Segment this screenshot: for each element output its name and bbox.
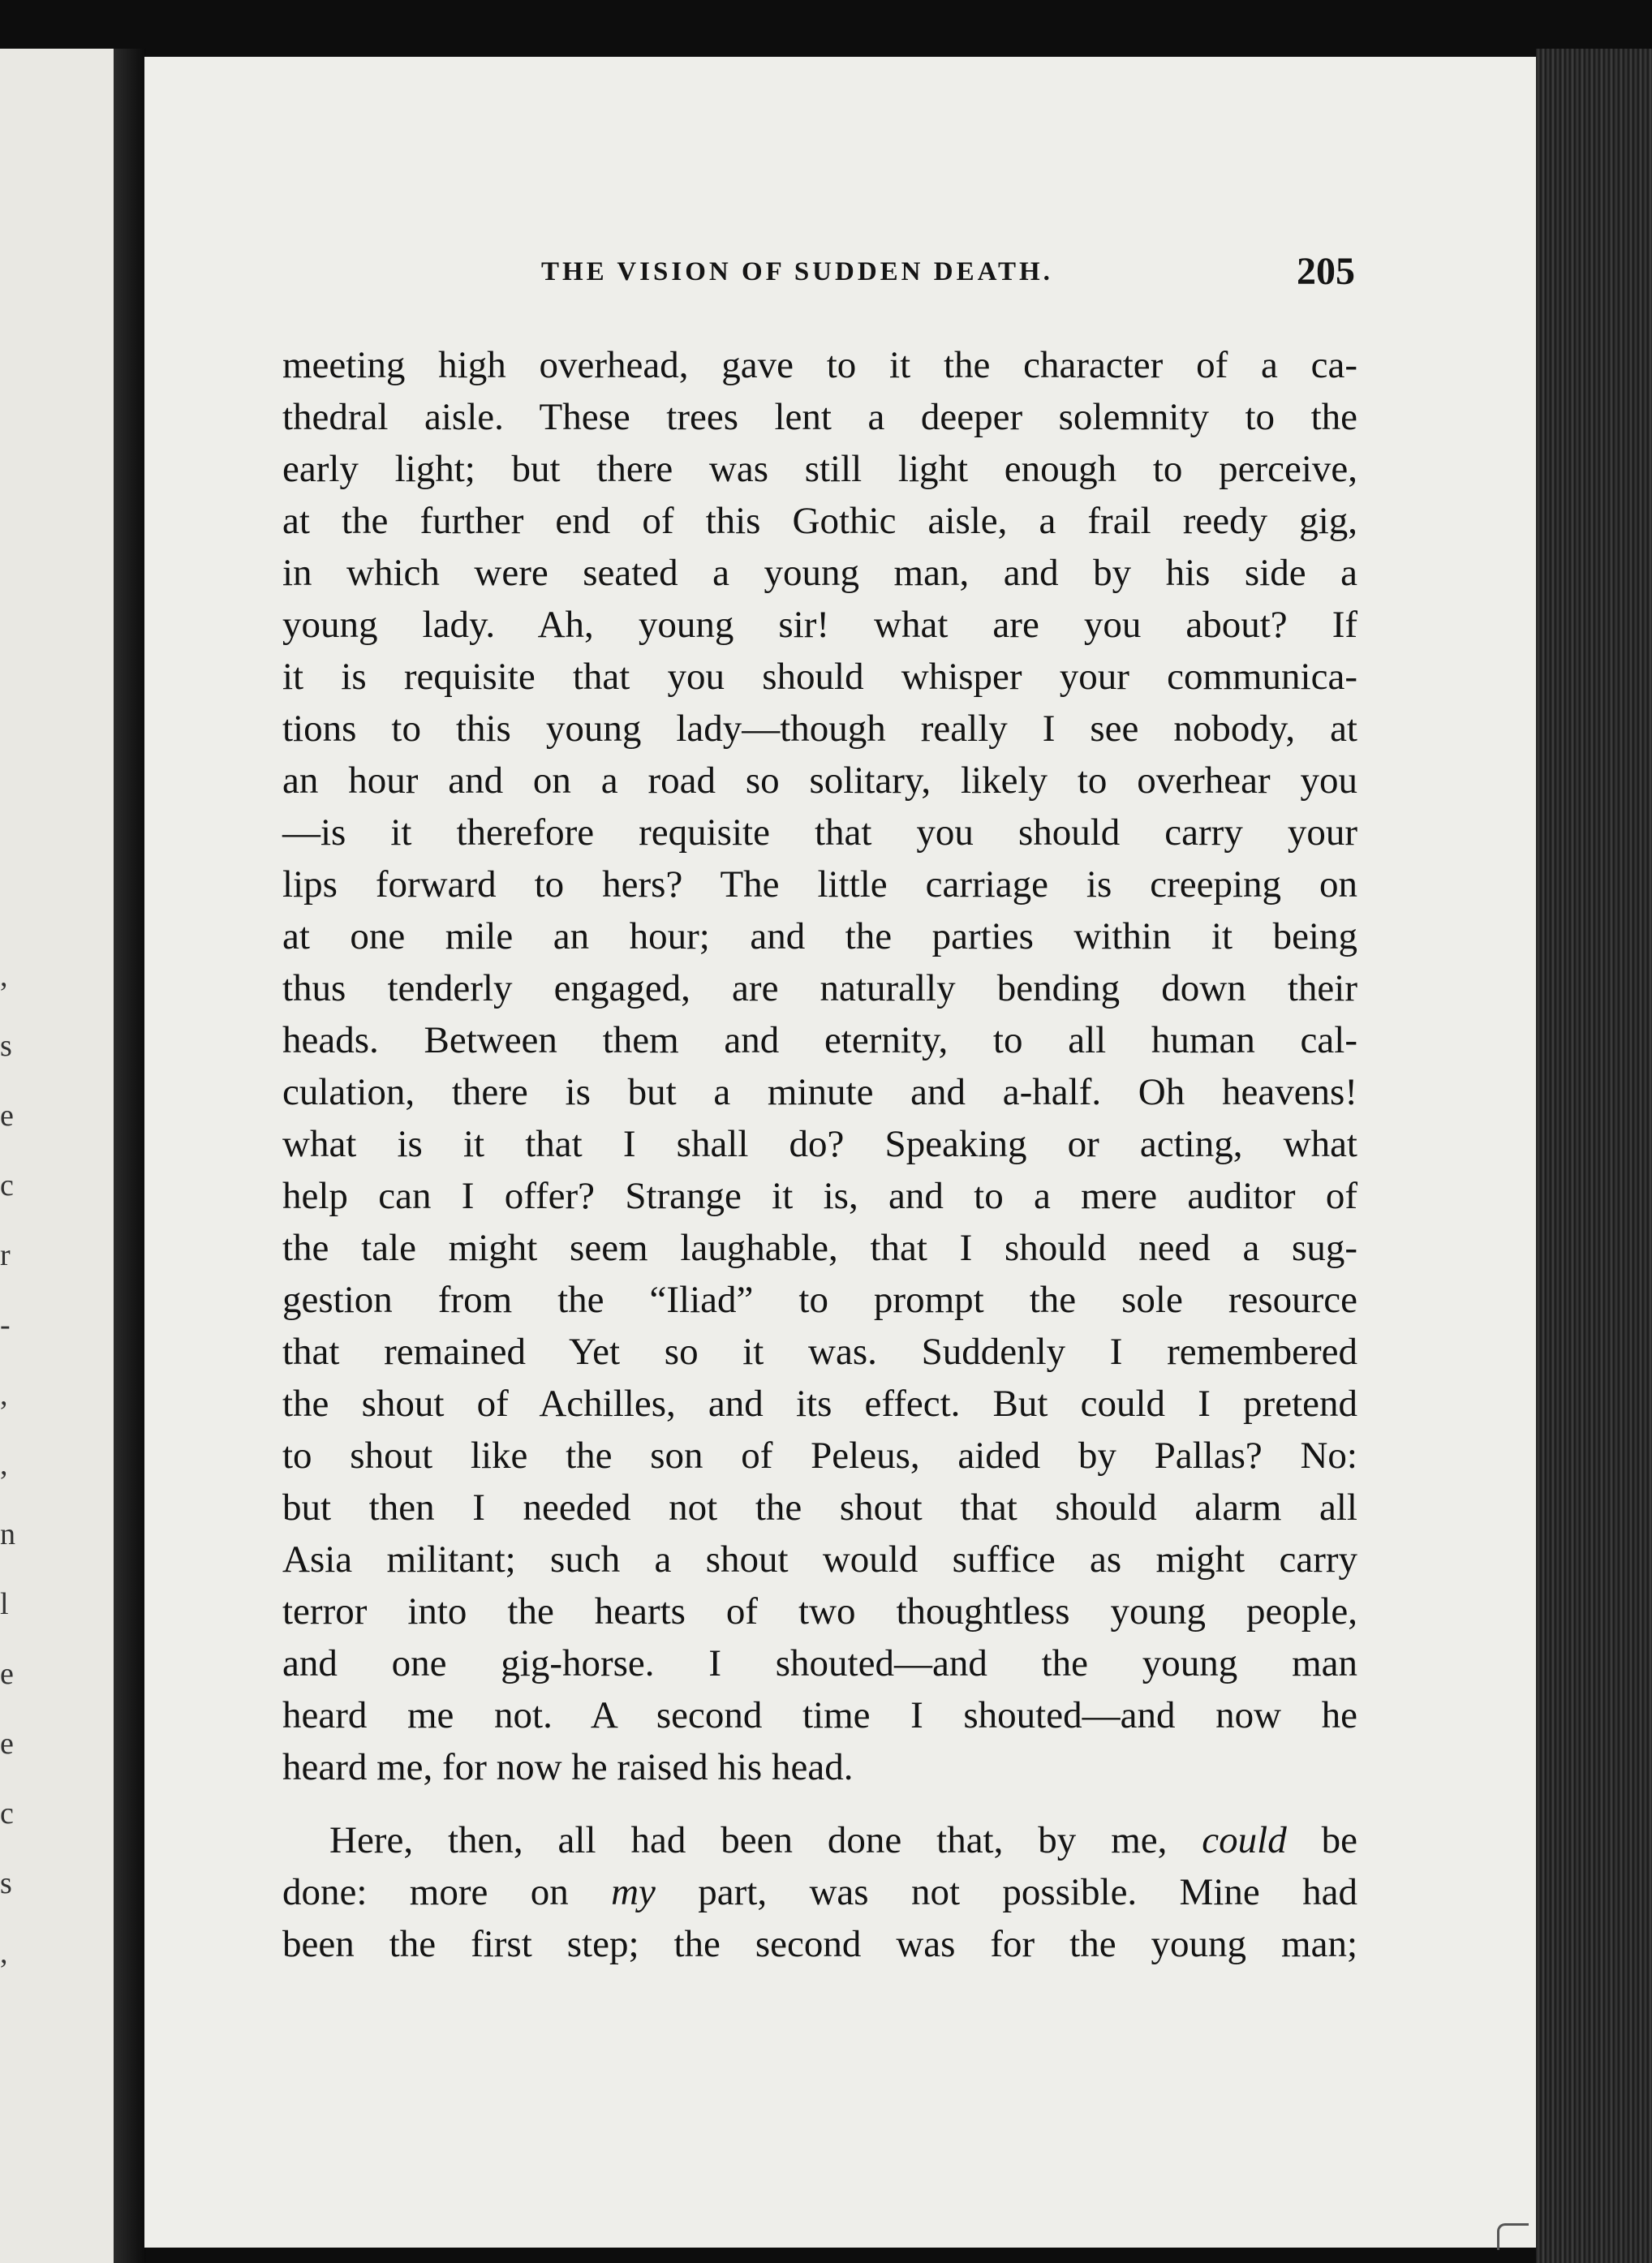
paragraph-2: [282, 1814, 1357, 1970]
text-line: terror into the hearts of two thoughtless young people,: [282, 1590, 1357, 1633]
facing-page-margin-text: [0, 941, 24, 1988]
text-line: been the first step; the second was for the young man;: [282, 1923, 1357, 1965]
text-line: and one gig-horse. I shouted—and the young man: [282, 1642, 1357, 1684]
paragraph-1: [282, 339, 1357, 1793]
text-line: thus tenderly engaged, are naturally bending down their: [282, 967, 1357, 1009]
text-line: to shout like the son of Peleus, aided by Pallas? No:: [282, 1435, 1357, 1477]
italic-word: could: [1202, 1819, 1287, 1861]
margin-char: c: [0, 1168, 14, 1202]
page-number: 205: [1297, 250, 1355, 293]
margin-char: s: [0, 1029, 12, 1063]
text-line: thedral aisle. These trees lent a deeper solemnity to the: [282, 396, 1357, 438]
text-line: heard me, for now he raised his head.: [282, 1746, 854, 1788]
text-line: meeting high overhead, gave to it the character of a ca-: [282, 344, 1357, 386]
margin-char: ,: [0, 959, 8, 993]
text-line: an hour and on a road so solitary, likely to overhear you: [282, 759, 1357, 802]
text-line: early light; but there was still light enough to perceive,: [282, 448, 1357, 490]
text-line: the shout of Achilles, and its effect. But could I pretend: [282, 1383, 1357, 1425]
margin-char: e: [0, 1727, 14, 1761]
text-line: heads. Between them and eternity, to all human cal-: [282, 1019, 1357, 1061]
text-run: done: more on: [282, 1871, 612, 1913]
margin-char: l: [0, 1587, 9, 1621]
text-line: —is it therefore requisite that you should carry your: [282, 811, 1357, 854]
text-line: heard me not. A second time I shouted—and now he: [282, 1694, 1357, 1736]
text-line: the tale might seem laughable, that I should need a sug-: [282, 1227, 1357, 1269]
text-line: [282, 1814, 1357, 1866]
text-line: what is it that I shall do? Speaking or acting, what: [282, 1123, 1357, 1165]
margin-char: ,: [0, 1378, 8, 1412]
margin-char: s: [0, 1866, 12, 1900]
text-run: part, was not possible. Mine had: [655, 1871, 1357, 1913]
text-line: gestion from the “Iliad” to prompt the sole resource: [282, 1279, 1357, 1321]
text-line: tions to this young lady—though really I see nobody, at: [282, 708, 1357, 750]
margin-char: n: [0, 1517, 15, 1551]
margin-char: -: [0, 1308, 11, 1342]
text-line: that remained Yet so it was. Suddenly I remembered: [282, 1331, 1357, 1373]
text-line: lips forward to hers? The little carriage is creeping on: [282, 863, 1357, 906]
margin-char: ,: [0, 1448, 8, 1482]
margin-char: r: [0, 1238, 11, 1272]
margin-char: e: [0, 1099, 14, 1133]
page-corner-mark: [1497, 2223, 1529, 2250]
text-line: in which were seated a young man, and by his side a: [282, 552, 1357, 594]
text-line: help can I offer? Strange it is, and to a mere auditor of: [282, 1175, 1357, 1217]
text-run: Here, then, all had been done that, by me,: [329, 1819, 1202, 1861]
text-line: [282, 1866, 1357, 1918]
italic-word: my: [611, 1871, 656, 1913]
text-line: culation, there is but a minute and a-half. Oh heavens!: [282, 1071, 1357, 1113]
margin-char: e: [0, 1657, 14, 1691]
book-spine-shadow: [114, 49, 146, 2263]
text-line: it is requisite that you should whisper your communica-: [282, 656, 1357, 698]
running-title: THE VISION OF SUDDEN DEATH.: [541, 257, 1053, 286]
text-line: young lady. Ah, young sir! what are you about? If: [282, 604, 1357, 646]
margin-char: c: [0, 1796, 14, 1831]
text-line: Asia militant; such a shout would suffice as might carry: [282, 1538, 1357, 1581]
margin-char: ,: [0, 1936, 8, 1970]
text-line: at one mile an hour; and the parties within it being: [282, 915, 1357, 957]
body-text: [282, 339, 1357, 1970]
text-line: at the further end of this Gothic aisle, a frail reedy gig,: [282, 500, 1357, 542]
text-run: be: [1286, 1819, 1357, 1861]
page-stack-edge: [1536, 49, 1652, 2263]
text-line: but then I needed not the shout that should alarm all: [282, 1486, 1357, 1529]
